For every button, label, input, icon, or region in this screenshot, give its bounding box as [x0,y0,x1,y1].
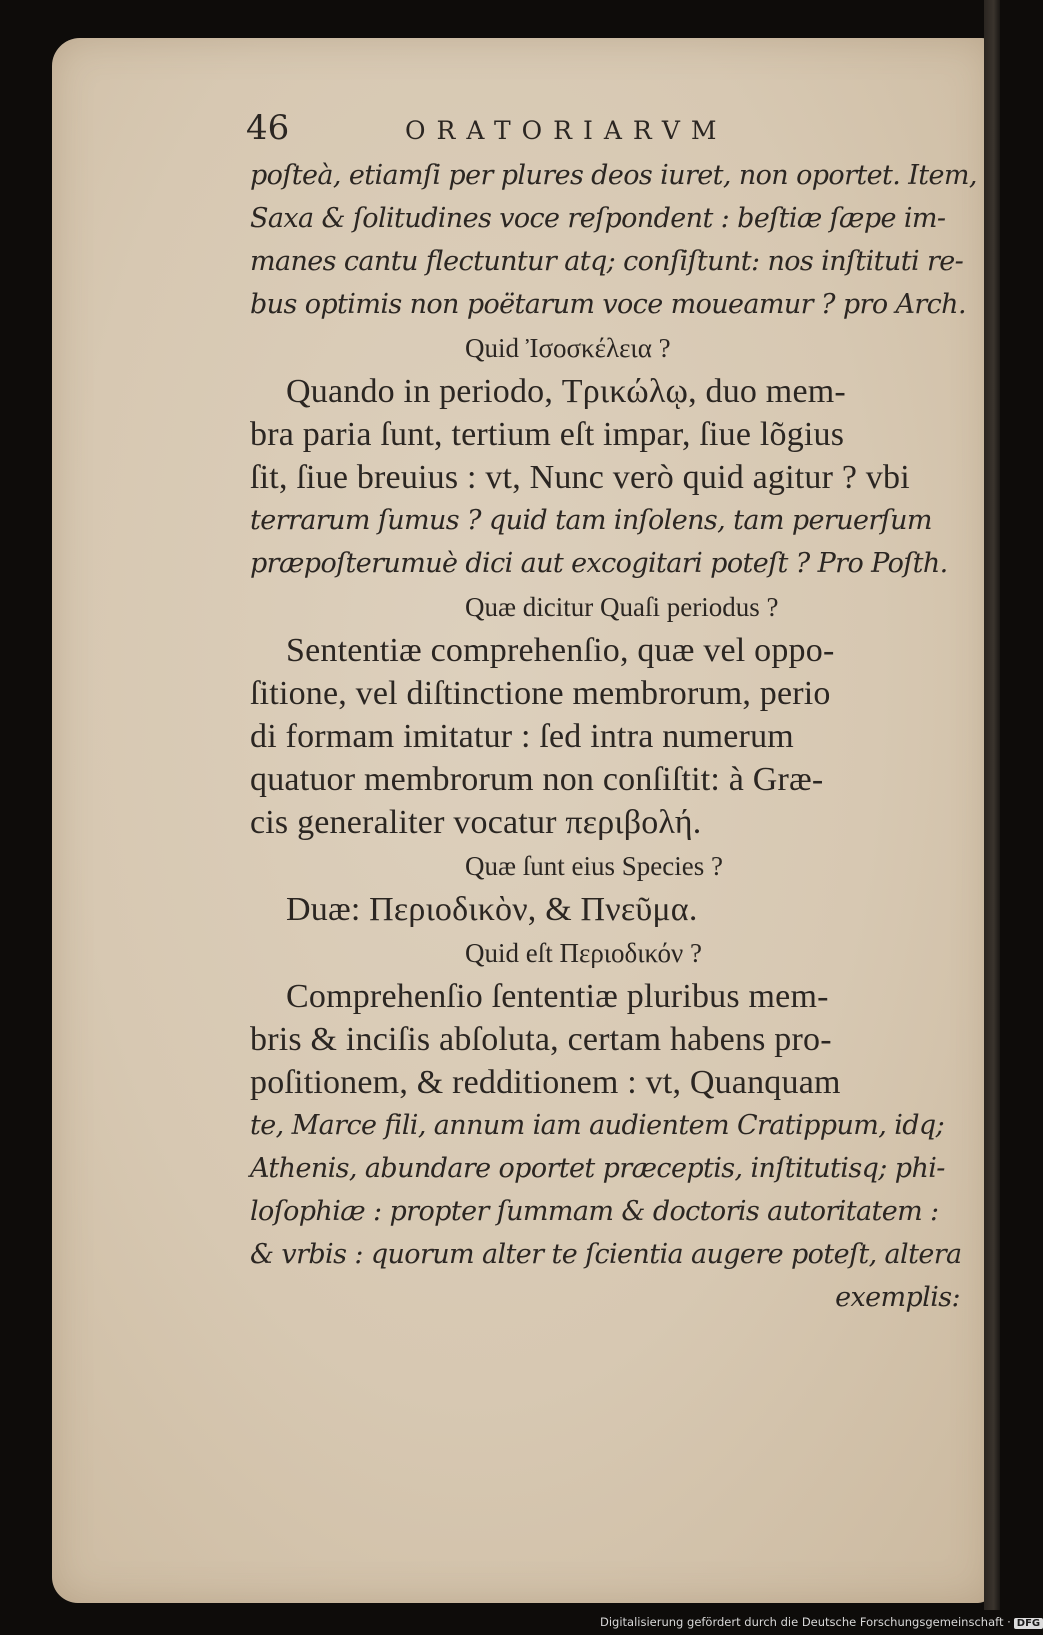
text-line: Comprehenſio ſententiæ pluribus mem- [286,978,829,1015]
text-line: Duæ: Περιοδικὸν, & Πνεῦμα. [286,891,698,928]
text-line: di formam imitatur : ſed intra numerum [250,718,794,755]
text-line: poſteà, etiamſi per plures deos iuret, non oportet. Item, [250,160,977,191]
page-edge-shadow [984,0,1000,1610]
text-line: Quando in periodo, Τρικώλῳ, duo mem- [286,373,846,410]
dfg-logo: DFG [1014,1618,1043,1629]
page-number: 46 [246,108,290,148]
credit-text: Digitalisierung gefördert durch die Deutsche Forschungsgemeinschaft · [600,1615,1011,1629]
text-line: poſitionem, & redditionem : vt, Quanquam [250,1064,841,1101]
text-line: exemplis: [835,1282,960,1313]
text-line: Sententiæ comprehenſio, quæ vel oppo- [286,632,835,669]
text-line: ſit, ſiue breuius : vt, Nunc verò quid agitur ? vbi [250,459,910,496]
body-text [250,154,977,1319]
question-heading: Quæ dicitur Quaſi periodus ? [465,592,779,622]
text-line: bris & inciſis abſoluta, certam habens pro- [250,1021,832,1058]
question-heading: Quæ ſunt eius Species ? [465,851,723,881]
page-header [246,108,960,154]
text-line: terrarum ſumus ? quid tam inſolens, tam peruerſum [250,505,932,536]
digitization-credit [600,1615,1041,1629]
text-line: Saxa & ſolitudines voce reſpondent : beſtiæ ſæpe im- [250,203,946,234]
text-line: bus optimis non poëtarum voce moueamur ? pro Arch. [250,289,966,320]
text-line: bra paria ſunt, tertium eſt impar, ſiue lõgius [250,416,845,453]
text-line: loſophiæ : propter ſummam & doctoris autoritatem : [250,1196,939,1227]
running-head: ORATORIARVM [405,116,728,145]
text-line: manes cantu flectuntur atq; conſiſtunt: nos inſtituti re- [250,246,964,277]
text-line: præpoſterumuè dici aut excogitari poteſt ? Pro Poſth. [250,548,948,579]
text-line: cis generaliter vocatur περιβολή. [250,804,702,841]
text-line: ſitione, vel diſtinctione membrorum, perio [250,675,831,712]
text-line: te, Marce fili, annum iam audientem Cratippum, idq; [250,1110,945,1141]
text-line: & vrbis : quorum alter te ſcientia augere poteſt, altera [250,1239,962,1270]
text-line: quatuor membrorum non conſiſtit: à Græ- [250,761,824,798]
question-heading: Quid Ἰσοσκέλεια ? [465,333,671,363]
question-heading: Quid eſt Περιοδικόν ? [465,938,703,968]
page-text-block [246,108,977,1319]
text-line: Athenis, abundare oportet præceptis, inſtitutisq; phi- [250,1153,945,1184]
